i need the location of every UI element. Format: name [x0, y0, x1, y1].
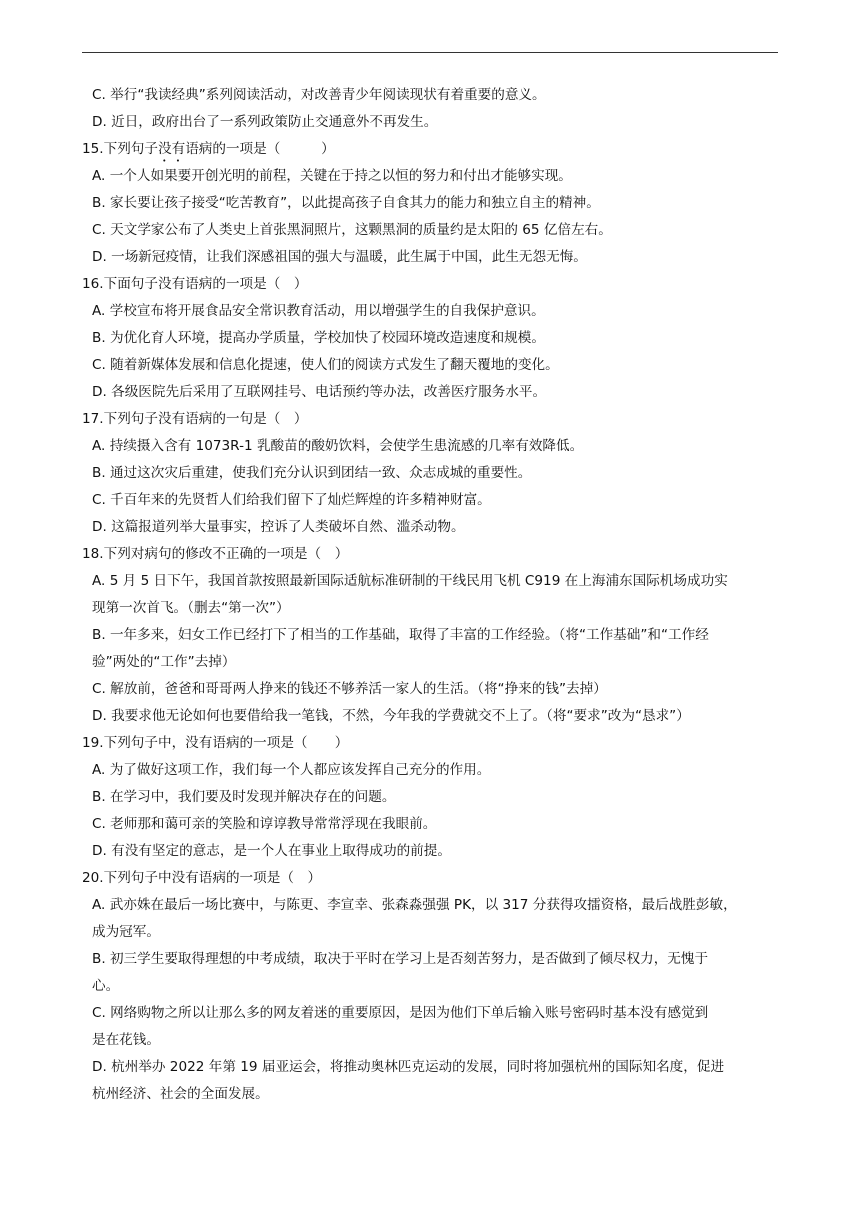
question-text-post: 语病的一项是（ ）	[185, 141, 335, 157]
option-continuation: 心。	[92, 978, 120, 994]
answer-option: D. 我要求他无论如何也要借给我一笔钱，不然，今年我的学费就交不上了。（将“要求”改为“恳求”）	[92, 708, 690, 724]
answer-option: C. 解放前，爸爸和哥哥两人挣来的钱还不够养活一家人的生活。（将“挣来的钱”去掉）	[92, 681, 607, 697]
answer-option: A. 学校宣布将开展食品安全常识教育活动，用以增强学生的自我保护意识。	[92, 303, 545, 319]
question-title: 17.下列句子没有语病的一句是（ ）	[82, 411, 308, 427]
answer-option: A. 为了做好这项工作，我们每一个人都应该发挥自己充分的作用。	[92, 762, 491, 778]
question-title: 19.下列句子中，没有语病的一项是（ ）	[82, 735, 349, 751]
answer-option: C. 天文学家公布了人类史上首张黑洞照片，这颗黑洞的质量约是太阳的 65 亿倍左右。	[92, 222, 612, 238]
answer-option: B. 一年多来，妇女工作已经打下了相当的工作基础，取得了丰富的工作经验。（将“工作基础”和“工作经	[92, 627, 709, 643]
emphasized-word: 没有	[158, 141, 186, 157]
question-text-pre: 15.下列句子	[82, 141, 158, 157]
answer-option: A. 一个人如果要开创光明的前程，关键在于持之以恒的努力和付出才能够实现。	[92, 168, 572, 184]
option-continuation: 成为冠军。	[92, 924, 160, 940]
answer-option: D. 近日，政府出台了一系列政策防止交通意外不再发生。	[92, 114, 438, 130]
answer-option: B. 为优化育人环境，提高办学质量，学校加快了校园环境改造速度和规模。	[92, 330, 545, 346]
answer-option: B. 初三学生要取得理想的中考成绩，取决于平时在学习上是否刻苦努力，是否做到了倾尽权力，无愧于	[92, 951, 709, 967]
answer-option: D. 一场新冠疫情，让我们深感祖国的强大与温暖，此生属于中国，此生无怨无悔。	[92, 249, 587, 265]
question-list	[82, 82, 782, 1108]
option-continuation: 是在花钱。	[92, 1032, 160, 1048]
question-title: 16.下面句子没有语病的一项是（ ）	[82, 276, 308, 292]
answer-option: D. 杭州举办 2022 年第 19 届亚运会，将推动奥林匹克运动的发展，同时将加强杭州的国际知名度，促进	[92, 1059, 725, 1075]
answer-option: A. 5 月 5 日下午，我国首款按照最新国际适航标准研制的干线民用飞机 C919 在上海浦东国际机场成功实	[92, 573, 728, 589]
answer-option: D. 各级医院先后采用了互联网挂号、电话预约等办法，改善医疗服务水平。	[92, 384, 547, 400]
question-title: 18.下列对病句的修改不正确的一项是（ ）	[82, 546, 349, 562]
answer-option: D. 这篇报道列举大量事实，控诉了人类破坏自然、滥杀动物。	[92, 519, 465, 535]
answer-option: C. 举行“我读经典”系列阅读活动，对改善青少年阅读现状有着重要的意义。	[92, 87, 546, 103]
answer-option: A. 持续摄入含有 1073R-1 乳酸苗的酸奶饮料，会使学生患流感的几率有效降低。	[92, 438, 584, 454]
answer-option: C. 网络购物之所以让那么多的网友着迷的重要原因，是因为他们下单后输入账号密码时基本没有感觉到	[92, 1005, 709, 1021]
question-title: 20.下列句子中没有语病的一项是（ ）	[82, 870, 322, 886]
header-rule	[82, 52, 778, 53]
answer-option: B. 在学习中，我们要及时发现并解决存在的问题。	[92, 789, 396, 805]
option-continuation: 杭州经济、社会的全面发展。	[92, 1086, 269, 1102]
answer-option: C. 随着新媒体发展和信息化提速，使人们的阅读方式发生了翻天覆地的变化。	[92, 357, 559, 373]
answer-option: C. 千百年来的先贤哲人们给我们留下了灿烂辉煌的许多精神财富。	[92, 492, 491, 508]
question-title	[82, 136, 782, 163]
answer-option: B. 通过这次灾后重建，使我们充分认识到团结一致、众志成城的重要性。	[92, 465, 532, 481]
answer-option: A. 武亦姝在最后一场比赛中，与陈更、李宣幸、张森淼强强 PK，以 317 分获得攻擂资格，最后战胜彭敏，	[92, 897, 737, 913]
option-continuation: 验”两处的“工作”去掉）	[92, 654, 236, 670]
option-continuation: 现第一次首飞。（删去“第一次”）	[92, 600, 290, 616]
answer-option: C. 老师那和蔼可亲的笑脸和谆谆教导常常浮现在我眼前。	[92, 816, 437, 832]
answer-option: B. 家长要让孩子接受“吃苦教育”，以此提高孩子自食其力的能力和独立自主的精神。	[92, 195, 600, 211]
answer-option: D. 有没有坚定的意志，是一个人在事业上取得成功的前提。	[92, 843, 451, 859]
